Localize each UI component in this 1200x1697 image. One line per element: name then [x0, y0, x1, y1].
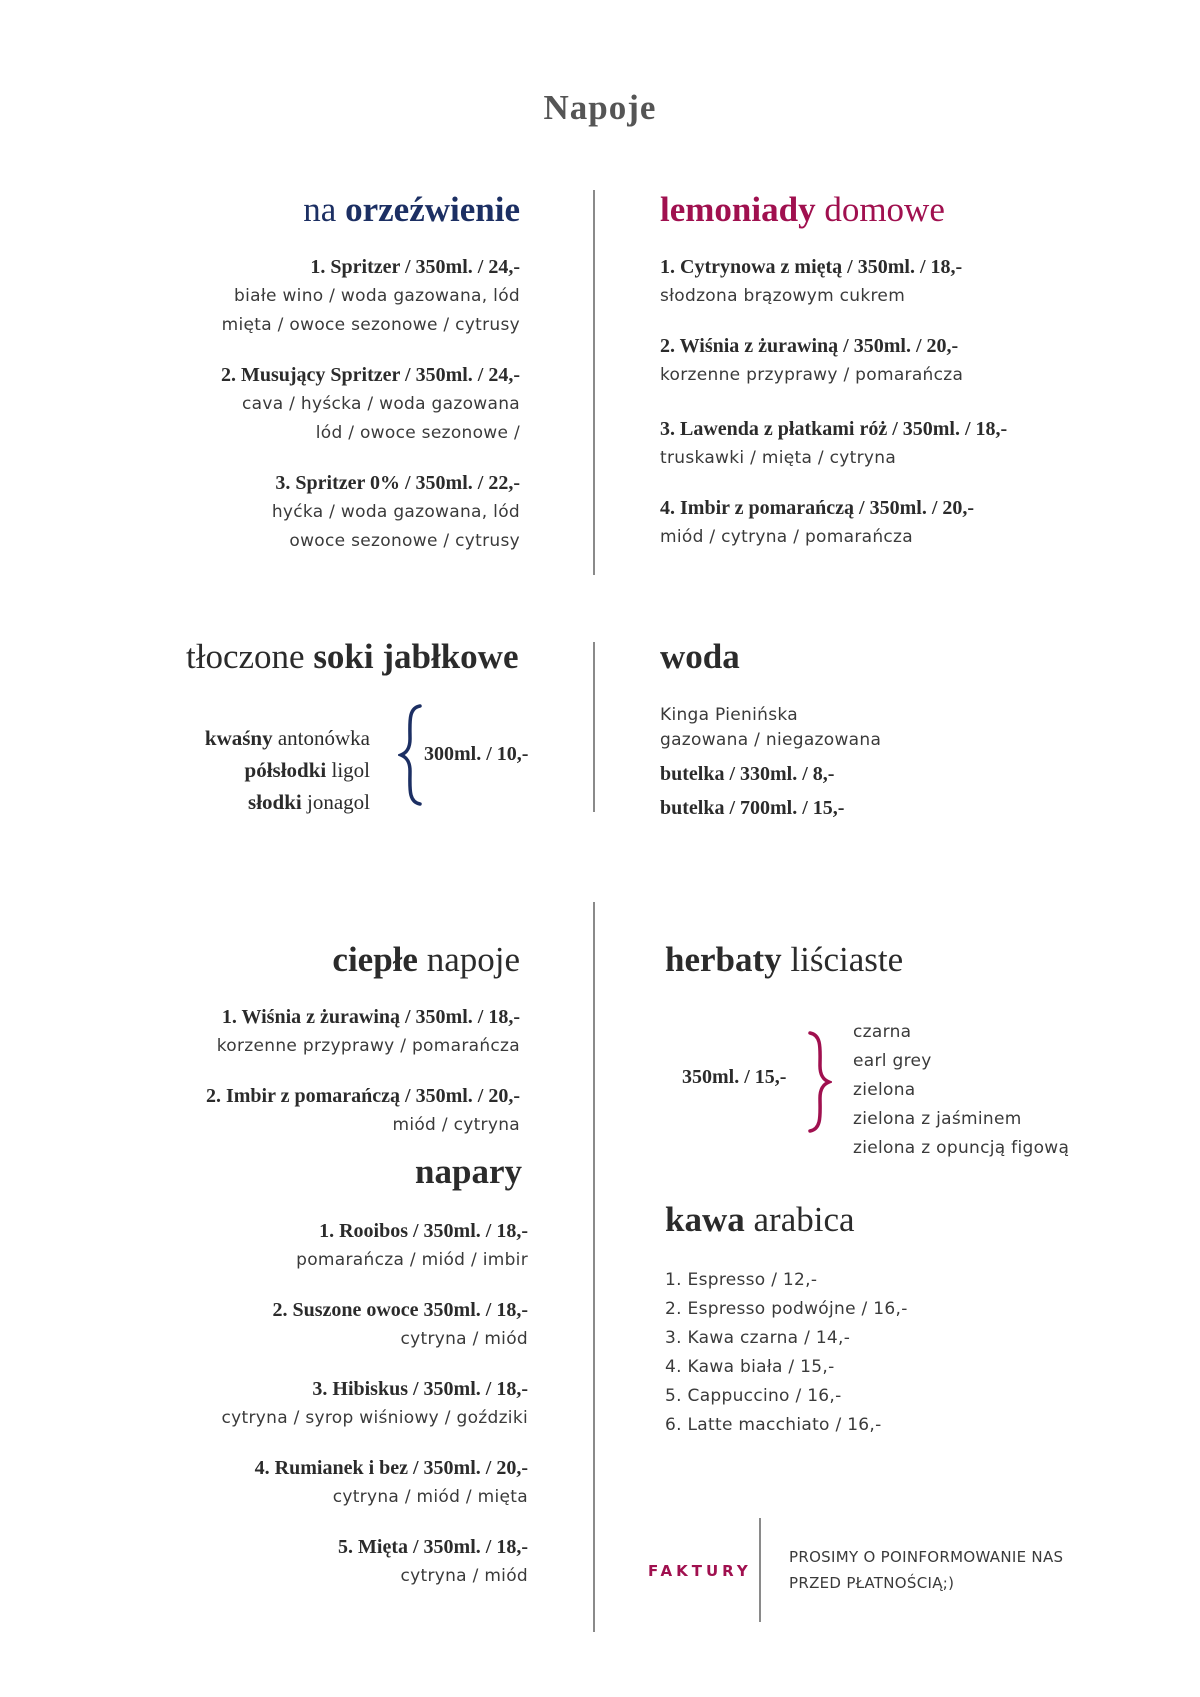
- juice-row: [205, 722, 370, 754]
- item-title: 4. Imbir z pomarańczą / 350ml. / 20,-: [660, 497, 975, 519]
- heading-bold: ciepłe: [332, 940, 418, 979]
- divider-bottom: [593, 902, 595, 1632]
- section-kawa: [665, 1200, 908, 1440]
- menu-item: [221, 360, 520, 448]
- item-title: 3. Lawenda z płatkami róż / 350ml. / 18,-: [660, 418, 1008, 440]
- menu-item: [221, 252, 520, 340]
- section-woda: [660, 637, 881, 825]
- water-bottle: butelka / 330ml. / 8,-: [660, 763, 835, 785]
- menu-item: [222, 1374, 528, 1433]
- menu-item: [222, 1453, 528, 1512]
- heading-light: tłoczone: [186, 637, 314, 676]
- heading-bold: soki jabłkowe: [313, 637, 519, 676]
- coffee-item: 2. Espresso podwójne / 16,-: [665, 1299, 908, 1319]
- menu-item: [222, 1295, 528, 1354]
- divider-faktury: [759, 1518, 761, 1622]
- item-title: 5. Mięta / 350ml. / 18,-: [338, 1536, 528, 1558]
- coffee-item: 3. Kawa czarna / 14,-: [665, 1328, 851, 1348]
- item-desc: cytryna / miód / mięta: [332, 1487, 528, 1507]
- heading-light: liściaste: [781, 940, 904, 979]
- juice-type: półsłodki: [244, 758, 327, 782]
- coffee-item: 5. Cappuccino / 16,-: [665, 1386, 842, 1406]
- faktury-note: [789, 1544, 1063, 1596]
- menu-item: [660, 252, 1007, 311]
- menu-item: [206, 1002, 520, 1061]
- juice-variety: ligol: [326, 758, 370, 782]
- item-title: 1. Wiśnia z żurawiną / 350ml. / 18,-: [221, 1006, 520, 1028]
- section-heading-herbaty: [665, 940, 903, 980]
- menu-item: [222, 1532, 528, 1591]
- juice-row: [205, 754, 370, 786]
- tea-type: czarna: [853, 1022, 912, 1042]
- juice-list: [205, 722, 370, 818]
- item-desc: białe wino / woda gazowana, lód: [234, 286, 520, 306]
- heading-bold: napary: [415, 1152, 522, 1191]
- section-heading: [660, 190, 1007, 230]
- item-title: 2. Wiśnia z żurawiną / 350ml. / 20,-: [660, 335, 959, 357]
- section-heading: [222, 1152, 522, 1192]
- tea-price: 350ml. / 15,-: [682, 1066, 787, 1088]
- juice-variety: antonówka: [272, 726, 370, 750]
- section-lemoniady: [660, 190, 1007, 570]
- coffee-item: 1. Espresso / 12,-: [665, 1270, 818, 1290]
- heading-light: napoje: [417, 940, 520, 979]
- heading-bold: lemoniady: [660, 190, 816, 229]
- item-title: 2. Imbir z pomarańczą / 350ml. / 20,-: [205, 1085, 520, 1107]
- note-line: PROSIMY O POINFORMOWANIE NAS: [789, 1548, 1064, 1566]
- heading-light: na: [303, 190, 346, 229]
- item-desc: pomarańcza / miód / imbir: [296, 1250, 528, 1270]
- item-title: 4. Rumianek i bez / 350ml. / 20,-: [254, 1457, 528, 1479]
- item-desc: hyćka / woda gazowana, lód: [271, 502, 520, 522]
- item-desc: miód / cytryna: [392, 1115, 520, 1135]
- juice-price: 300ml. / 10,-: [424, 743, 529, 765]
- water-bottle: butelka / 700ml. / 15,-: [660, 797, 845, 819]
- page-title: Napoje: [543, 88, 657, 127]
- item-title: 2. Musujący Spritzer / 350ml. / 24,-: [220, 364, 520, 386]
- item-desc: lód / owoce sezonowe /: [315, 423, 520, 443]
- water-brand: Kinga Pienińska: [660, 705, 798, 725]
- item-desc: cava / hyścka / woda gazowana: [242, 394, 520, 414]
- note-line: PRZED PŁATNOŚCIĄ;): [789, 1574, 955, 1592]
- juice-row: [205, 786, 370, 818]
- item-title: 3. Spritzer 0% / 350ml. / 22,-: [275, 472, 520, 494]
- item-desc: owoce sezonowe / cytrusy: [289, 531, 520, 551]
- brace-icon: [806, 1030, 832, 1134]
- tea-type: zielona: [853, 1080, 916, 1100]
- section-heading: [660, 637, 881, 677]
- item-title: 1. Spritzer / 350ml. / 24,-: [310, 256, 520, 278]
- tea-type: earl grey: [853, 1051, 932, 1071]
- item-desc: korzenne przyprawy / pomarańcza: [216, 1036, 520, 1056]
- heading-bold: orzeźwienie: [345, 190, 520, 229]
- section-cieple: [206, 940, 520, 1156]
- menu-item: [660, 493, 1007, 552]
- menu-item: [660, 331, 1007, 390]
- divider-top: [593, 190, 595, 575]
- divider-middle: [593, 642, 595, 812]
- coffee-item: 4. Kawa biała / 15,-: [665, 1357, 835, 1377]
- item-desc: cytryna / miód: [400, 1566, 528, 1586]
- heading-light: domowe: [815, 190, 945, 229]
- item-desc: korzenne przyprawy / pomarańcza: [660, 365, 964, 385]
- coffee-item: 6. Latte macchiato / 16,-: [665, 1415, 882, 1435]
- juice-variety: jonagol: [301, 790, 370, 814]
- heading-light: arabica: [744, 1200, 855, 1239]
- menu-item: [660, 414, 1007, 473]
- item-title: 1. Cytrynowa z miętą / 350ml. / 18,-: [660, 256, 963, 278]
- item-desc: truskawki / mięta / cytryna: [660, 448, 897, 468]
- item-title: 3. Hibiskus / 350ml. / 18,-: [312, 1378, 528, 1400]
- heading-bold: kawa: [665, 1200, 745, 1239]
- heading-bold: woda: [660, 637, 740, 676]
- tea-type: zielona z jaśminem: [853, 1109, 1022, 1129]
- item-desc: miód / cytryna / pomarańcza: [660, 527, 913, 547]
- section-orzezwienie: [221, 190, 520, 574]
- menu-item: [222, 1216, 528, 1275]
- brace-icon: [398, 703, 424, 807]
- section-heading: [221, 190, 520, 230]
- tea-list: [853, 1018, 1069, 1163]
- heading-bold: herbaty: [665, 940, 782, 979]
- item-desc: słodzona brązowym cukrem: [660, 286, 906, 306]
- juice-type: słodki: [248, 790, 302, 814]
- section-heading: [206, 940, 520, 980]
- section-napary: [222, 1152, 528, 1609]
- menu-item: [206, 1081, 520, 1140]
- water-variants: gazowana / niegazowana: [660, 730, 882, 750]
- item-title: 1. Rooibos / 350ml. / 18,-: [319, 1220, 528, 1242]
- item-title: 2. Suszone owoce 350ml. / 18,-: [272, 1299, 528, 1321]
- tea-type: zielona z opuncją figową: [853, 1138, 1070, 1158]
- section-heading: [665, 1200, 908, 1240]
- menu-item: [221, 468, 520, 556]
- faktury-label: FAKTURY: [648, 1562, 752, 1580]
- item-desc: cytryna / syrop wiśniowy / goździki: [221, 1408, 528, 1428]
- section-heading-soki: [186, 637, 519, 677]
- item-desc: cytryna / miód: [400, 1329, 528, 1349]
- juice-type: kwaśny: [204, 726, 273, 750]
- item-desc: mięta / owoce sezonowe / cytrusy: [221, 315, 520, 335]
